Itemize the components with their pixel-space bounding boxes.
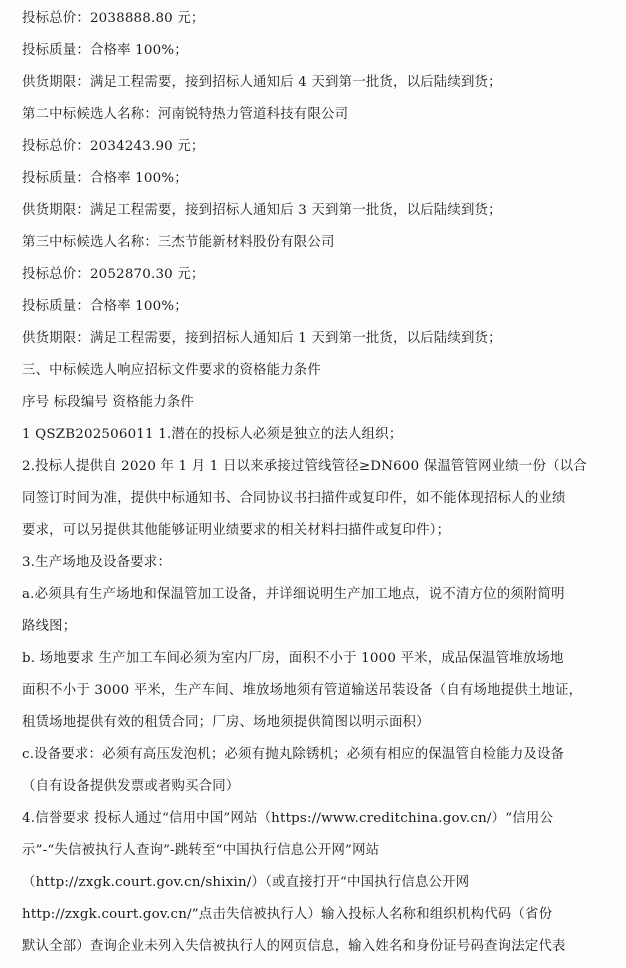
delivery-period-3: 供货期限：满足工程需要，接到招标人通知后 1 天到第一批货，以后陆续到货； xyxy=(22,331,502,346)
requirement-2-line-3: 要求，可以另提供其他能够证明业绩要求的相关材料扫描件或复印件）； xyxy=(22,523,451,538)
bid-price-1: 投标总价：2038888.80 元； xyxy=(22,11,205,26)
requirement-3b-line-2: 面积不小于 3000 平米，生产车间、堆放场地须有管道输送吊装设备（自有场地提供土地证， xyxy=(22,683,583,698)
bid-price-3: 投标总价：2052870.30 元； xyxy=(22,267,205,282)
requirement-3b-line-1: b. 场地要求 生产加工车间必须为室内厂房，面积不小于 1000 平米，成品保温管堆放场地 xyxy=(22,651,564,666)
requirement-3a-line-2: 路线图； xyxy=(22,619,77,634)
requirement-3-heading: 3.生产场地及设备要求： xyxy=(22,555,172,570)
delivery-period-1: 供货期限：满足工程需要，接到招标人通知后 4 天到第一批货，以后陆续到货； xyxy=(22,75,502,90)
bid-price-2: 投标总价：2034243.90 元； xyxy=(22,139,205,154)
requirement-4-line-4: http://zxgk.court.gov.cn/”点击失信被执行人）输入投标人名称和组织机构代码（省份 xyxy=(22,907,553,922)
requirement-2-line-1: 2.投标人提供自 2020 年 1 月 1 日以来承接过管线管径≥DN600 保温管管网业绩一份（以合 xyxy=(22,459,587,474)
requirement-4-line-3: （http://zxgk.court.gov.cn/shixin/）（或直接打开“中国执行信息公开网 xyxy=(22,875,470,890)
bid-quality-2: 投标质量：合格率 100%； xyxy=(22,171,188,186)
requirement-3c-line-1: c.设备要求：必须有高压发泡机；必须有抛丸除锈机；必须有相应的保温管自检能力及设备 xyxy=(22,747,565,762)
delivery-period-2: 供货期限：满足工程需要，接到招标人通知后 3 天到第一批货，以后陆续到货； xyxy=(22,203,502,218)
table-header: 序号 标段编号 资格能力条件 xyxy=(22,395,194,410)
bid-quality-3: 投标质量：合格率 100%； xyxy=(22,299,188,314)
requirement-3a-line-1: a.必须具有生产场地和保温管加工设备，并详细说明生产加工地点，说不清方位的须附简明 xyxy=(22,587,565,602)
third-candidate-name: 第三中标候选人名称：三杰节能新材料股份有限公司 xyxy=(22,235,335,250)
requirement-4-line-1: 4.信誉要求 投标人通过“信用中国”网站（https://www.creditchina.gov.cn/）“信用公 xyxy=(22,811,554,826)
section-heading: 三、中标候选人响应招标文件要求的资格能力条件 xyxy=(22,363,321,378)
requirement-3c-line-2: （自有设备提供发票或者购买合同） xyxy=(22,779,240,794)
requirement-4-line-5: 默认全部）查询企业未列入失信被执行人的网页信息，输入姓名和身份证号码查询法定代表 xyxy=(22,939,566,954)
requirement-3b-line-3: 租赁场地提供有效的租赁合同；厂房、场地须提供简图以明示面积） xyxy=(22,715,430,730)
requirement-2-line-2: 同签订时间为准，提供中标通知书、合同协议书扫描件或复印件，如不能体现招标人的业绩 xyxy=(22,491,566,506)
second-candidate-name: 第二中标候选人名称：河南锐特热力管道科技有限公司 xyxy=(22,107,349,122)
bid-quality-1: 投标质量：合格率 100%； xyxy=(22,43,188,58)
requirement-4-line-2: 示”-“失信被执行人查询”-跳转至“中国执行信息公开网”网站 xyxy=(22,843,380,858)
requirement-1: 1 QSZB202506011 1.潜在的投标人必须是独立的法人组织； xyxy=(22,427,403,442)
